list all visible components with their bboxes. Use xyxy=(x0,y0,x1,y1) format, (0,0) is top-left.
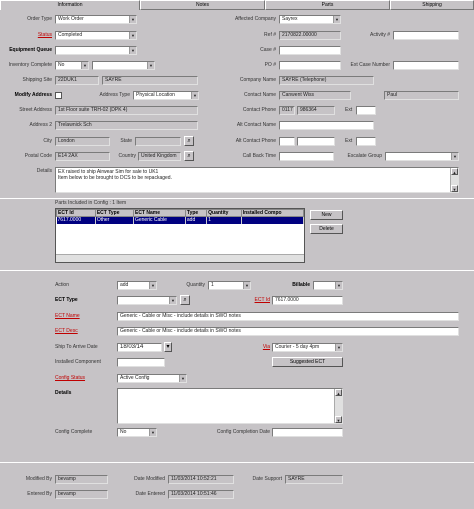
chevron-down-icon: ▼ xyxy=(129,16,136,23)
table-row[interactable] xyxy=(57,217,304,224)
chevron-down-icon: ▼ xyxy=(129,47,136,54)
parts-grid-column-header[interactable]: Installed Compo xyxy=(241,210,303,217)
scroll-up-icon[interactable]: ▲ xyxy=(336,391,341,396)
table-cell: Generic Cable xyxy=(133,217,185,224)
table-cell: 7617.0000 xyxy=(57,217,96,224)
chevron-down-icon: ▼ xyxy=(179,375,186,382)
billable-label: Billable xyxy=(292,282,310,288)
ect-type-select[interactable] xyxy=(117,296,177,305)
new-button[interactable]: New xyxy=(310,210,343,220)
config-status-select[interactable]: Active Config ▼ xyxy=(117,374,187,383)
address2-field[interactable]: Trelawnick Sch xyxy=(55,121,198,130)
alt-contact-field[interactable] xyxy=(279,121,374,130)
parts-grid-column-header[interactable]: Type xyxy=(185,210,206,217)
config-completion-date-label: Config Completion Date xyxy=(216,429,270,435)
billable-select[interactable] xyxy=(313,281,343,290)
contact-phone-label: Contact Phone xyxy=(242,107,276,113)
tab-information[interactable]: Information xyxy=(0,0,140,10)
search-icon[interactable]: ⌕ xyxy=(180,295,190,305)
search-icon[interactable]: ⌕ xyxy=(184,151,194,161)
table-cell: Other xyxy=(95,217,133,224)
ect-id-field[interactable]: 7617.0000 xyxy=(272,296,343,305)
modify-address-checkbox[interactable] xyxy=(55,92,62,99)
parts-grid-column-header[interactable]: Quantity xyxy=(207,210,242,217)
company-name-field: SAYRE (Telephone) xyxy=(279,76,374,85)
date-entered-field: 11/03/2014 10:51:46 xyxy=(168,490,234,499)
contact-phone-ext[interactable] xyxy=(356,106,376,115)
via-label: Via xyxy=(262,344,270,350)
ship-date-field[interactable]: 18/03/14 xyxy=(117,343,162,352)
affected-company-label: Affected Company xyxy=(234,16,276,22)
city-field[interactable]: London xyxy=(55,137,110,146)
config-details-label: Details xyxy=(55,390,72,396)
chevron-down-icon: ▼ xyxy=(81,62,88,69)
chevron-down-icon: ▼ xyxy=(451,153,458,160)
order-type-select[interactable]: Work Order ▼ xyxy=(55,15,137,24)
parts-grid-column-header[interactable]: ECT Id xyxy=(57,210,96,217)
section-divider xyxy=(0,198,474,199)
address-type-label: Address Type xyxy=(99,92,130,98)
activity-field[interactable] xyxy=(393,31,459,40)
parts-grid[interactable] xyxy=(55,208,305,263)
country-field[interactable]: United Kingdom xyxy=(138,152,181,161)
tab-bar xyxy=(0,0,474,10)
entered-by-label: Entered By xyxy=(27,491,52,497)
country-label: Country xyxy=(118,153,136,159)
modified-by-label: Modified By xyxy=(25,476,52,482)
date-entered-label: Date Entered xyxy=(135,491,165,497)
po-label: PO # xyxy=(264,62,276,68)
config-complete-label: Config Complete xyxy=(55,429,93,435)
date-support-field: SAYRE xyxy=(285,475,343,484)
shipping-site-name: SAYRE xyxy=(102,76,198,85)
scroll-up-icon[interactable]: ▲ xyxy=(452,170,457,175)
affected-company-select[interactable]: Sayrex ▼ xyxy=(279,15,341,24)
quantity-select[interactable]: 1 ▼ xyxy=(208,281,251,290)
scroll-down-icon[interactable]: ▼ xyxy=(452,187,457,192)
tab-notes[interactable]: Notes xyxy=(140,0,265,10)
section-divider xyxy=(0,270,474,271)
chevron-down-icon: ▼ xyxy=(129,32,136,39)
contact-name-label: Contact Name xyxy=(244,92,276,98)
parts-grid-hscrollbar[interactable] xyxy=(56,254,304,262)
equipment-queue-select[interactable] xyxy=(55,46,137,55)
inventory-complete-label: Inventory Complete xyxy=(8,62,52,68)
alt-phone-ext-label: Ext xyxy=(345,138,353,144)
alt-phone-ext[interactable] xyxy=(356,137,376,146)
ect-desc-field[interactable]: Generic - Cable or Misc - include details in SWO notes xyxy=(117,327,459,336)
date-modified-field: 11/03/2014 10:52:21 xyxy=(168,475,234,484)
alt-phone-area[interactable] xyxy=(279,137,295,146)
alt-phone-label: Alt Contact Phone xyxy=(235,138,276,144)
chevron-down-icon: ▼ xyxy=(149,429,156,436)
parts-grid-column-header[interactable]: ECT Name xyxy=(133,210,185,217)
call-back-field[interactable] xyxy=(279,152,334,161)
section-divider xyxy=(0,462,474,463)
modified-by-field: bevamp xyxy=(55,475,108,484)
contact-phone-ext-label: Ext xyxy=(345,107,353,113)
inventory-complete-select[interactable]: No ▼ xyxy=(55,61,89,70)
tab-shipping[interactable]: Shipping xyxy=(390,0,474,10)
alt-phone-number[interactable] xyxy=(297,137,335,146)
config-details-textarea[interactable] xyxy=(117,388,343,424)
city-label: City xyxy=(43,138,52,144)
case-label: Case # xyxy=(260,47,276,53)
contact-phone-number[interactable]: 986364 xyxy=(297,106,335,115)
street-address-field[interactable]: 1st Floor suite TRH-02 (DPK 4) xyxy=(55,106,198,115)
entered-by-field: bevamp xyxy=(55,490,108,499)
alt-contact-label: Alt Contact Name xyxy=(236,122,276,128)
state-field[interactable] xyxy=(135,137,181,146)
suggested-ect-button[interactable]: Suggested ECT xyxy=(272,357,343,367)
config-details-scrollbar[interactable] xyxy=(334,389,342,423)
chevron-down-icon: ▼ xyxy=(169,297,176,304)
chevron-down-icon: ▼ xyxy=(191,92,198,99)
action-label: Action xyxy=(55,282,69,288)
table-cell: add xyxy=(185,217,206,224)
chevron-down-icon: ▼ xyxy=(333,16,340,23)
tab-parts[interactable]: Parts xyxy=(265,0,390,10)
parts-grid-label: Parts Included in Config : 1 Item xyxy=(55,200,127,206)
parts-grid-column-header[interactable]: ECT Type xyxy=(95,210,133,217)
activity-label: Activity # xyxy=(369,32,390,38)
contact-phone-area[interactable]: 0117 xyxy=(279,106,295,115)
chevron-down-icon: ▼ xyxy=(147,62,154,69)
ect-id-label: ECT Id xyxy=(254,297,270,303)
ext-case-label: Ext Case Number xyxy=(350,62,390,68)
company-name-label: Company Name xyxy=(239,77,276,83)
contact-last-name-field[interactable]: Paul xyxy=(384,91,459,100)
ect-type-label: ECT Type xyxy=(55,297,78,303)
config-complete-select[interactable]: No ▼ xyxy=(117,428,157,437)
equipment-queue-label: Equipment Queue xyxy=(9,47,52,53)
ref-label: Ref # xyxy=(264,32,276,38)
calendar-icon[interactable]: ▾ xyxy=(164,342,172,352)
chevron-down-icon: ▼ xyxy=(335,282,342,289)
quantity-label: Quantity xyxy=(186,282,205,288)
call-back-label: Call Back Time xyxy=(242,153,276,159)
table-cell: 1 xyxy=(207,217,242,224)
po-field[interactable] xyxy=(279,61,341,70)
config-status-label: Config Status xyxy=(55,375,86,381)
ect-desc-label: ECT Desc xyxy=(55,328,78,334)
street-address-label: Street Address xyxy=(19,107,52,113)
details-scrollbar[interactable] xyxy=(450,168,458,192)
order-type-label: Order Type xyxy=(27,16,52,22)
chevron-down-icon: ▼ xyxy=(243,282,250,289)
installed-component-field[interactable] xyxy=(117,358,165,367)
date-modified-label: Date Modified xyxy=(134,476,165,482)
search-icon[interactable]: ⌕ xyxy=(184,136,194,146)
status-label: Status xyxy=(37,32,52,38)
state-label: State xyxy=(120,138,132,144)
scroll-down-icon[interactable]: ▼ xyxy=(336,418,341,423)
shipping-site-code: 22DUK1 xyxy=(55,76,99,85)
ref-field: 2170822.00000 xyxy=(279,31,341,40)
ect-name-field[interactable]: Generic - Cable or Misc - include details in SWO notes xyxy=(117,312,459,321)
chevron-down-icon: ▼ xyxy=(149,282,156,289)
case-field[interactable] xyxy=(279,46,341,55)
address2-label: Address 2 xyxy=(29,122,52,128)
shipping-site-label: Shipping Site xyxy=(22,77,52,83)
modify-address-label: Modify Address xyxy=(14,92,52,98)
table-cell xyxy=(241,217,303,224)
escalate-group-label: Escalate Group xyxy=(347,153,382,159)
config-completion-date-field[interactable] xyxy=(272,428,343,437)
address-type-select[interactable]: Physical Location ▼ xyxy=(133,91,199,100)
date-support-label: Date Support xyxy=(252,476,282,482)
ship-date-label: Ship To Arrive Date xyxy=(55,344,98,350)
action-select[interactable]: add ▼ xyxy=(117,281,157,290)
ext-case-field[interactable] xyxy=(393,61,459,70)
installed-component-label: Installed Component xyxy=(55,359,101,365)
postal-code-label: Postal Code xyxy=(24,153,52,159)
status-select[interactable]: Completed ▼ xyxy=(55,31,137,40)
details-label: Details xyxy=(36,168,52,174)
escalate-group-select[interactable] xyxy=(385,152,459,161)
chevron-down-icon: ▼ xyxy=(335,344,342,351)
inventory-detail-select[interactable] xyxy=(92,61,155,70)
via-select[interactable]: Courier - 5 day 4pm ▼ xyxy=(272,343,343,352)
details-textarea[interactable]: EX raised to ship Airwear Sim for sale to UK1 Item below to be brought to DCS to be repackaged. ▲ ▼ xyxy=(55,167,459,193)
postal-code-field[interactable]: E14 2AX xyxy=(55,152,110,161)
contact-first-name-field[interactable]: Canwent Wiss xyxy=(279,91,351,100)
delete-button[interactable]: Delete xyxy=(310,224,343,234)
ect-name-label: ECT Name xyxy=(55,313,80,319)
